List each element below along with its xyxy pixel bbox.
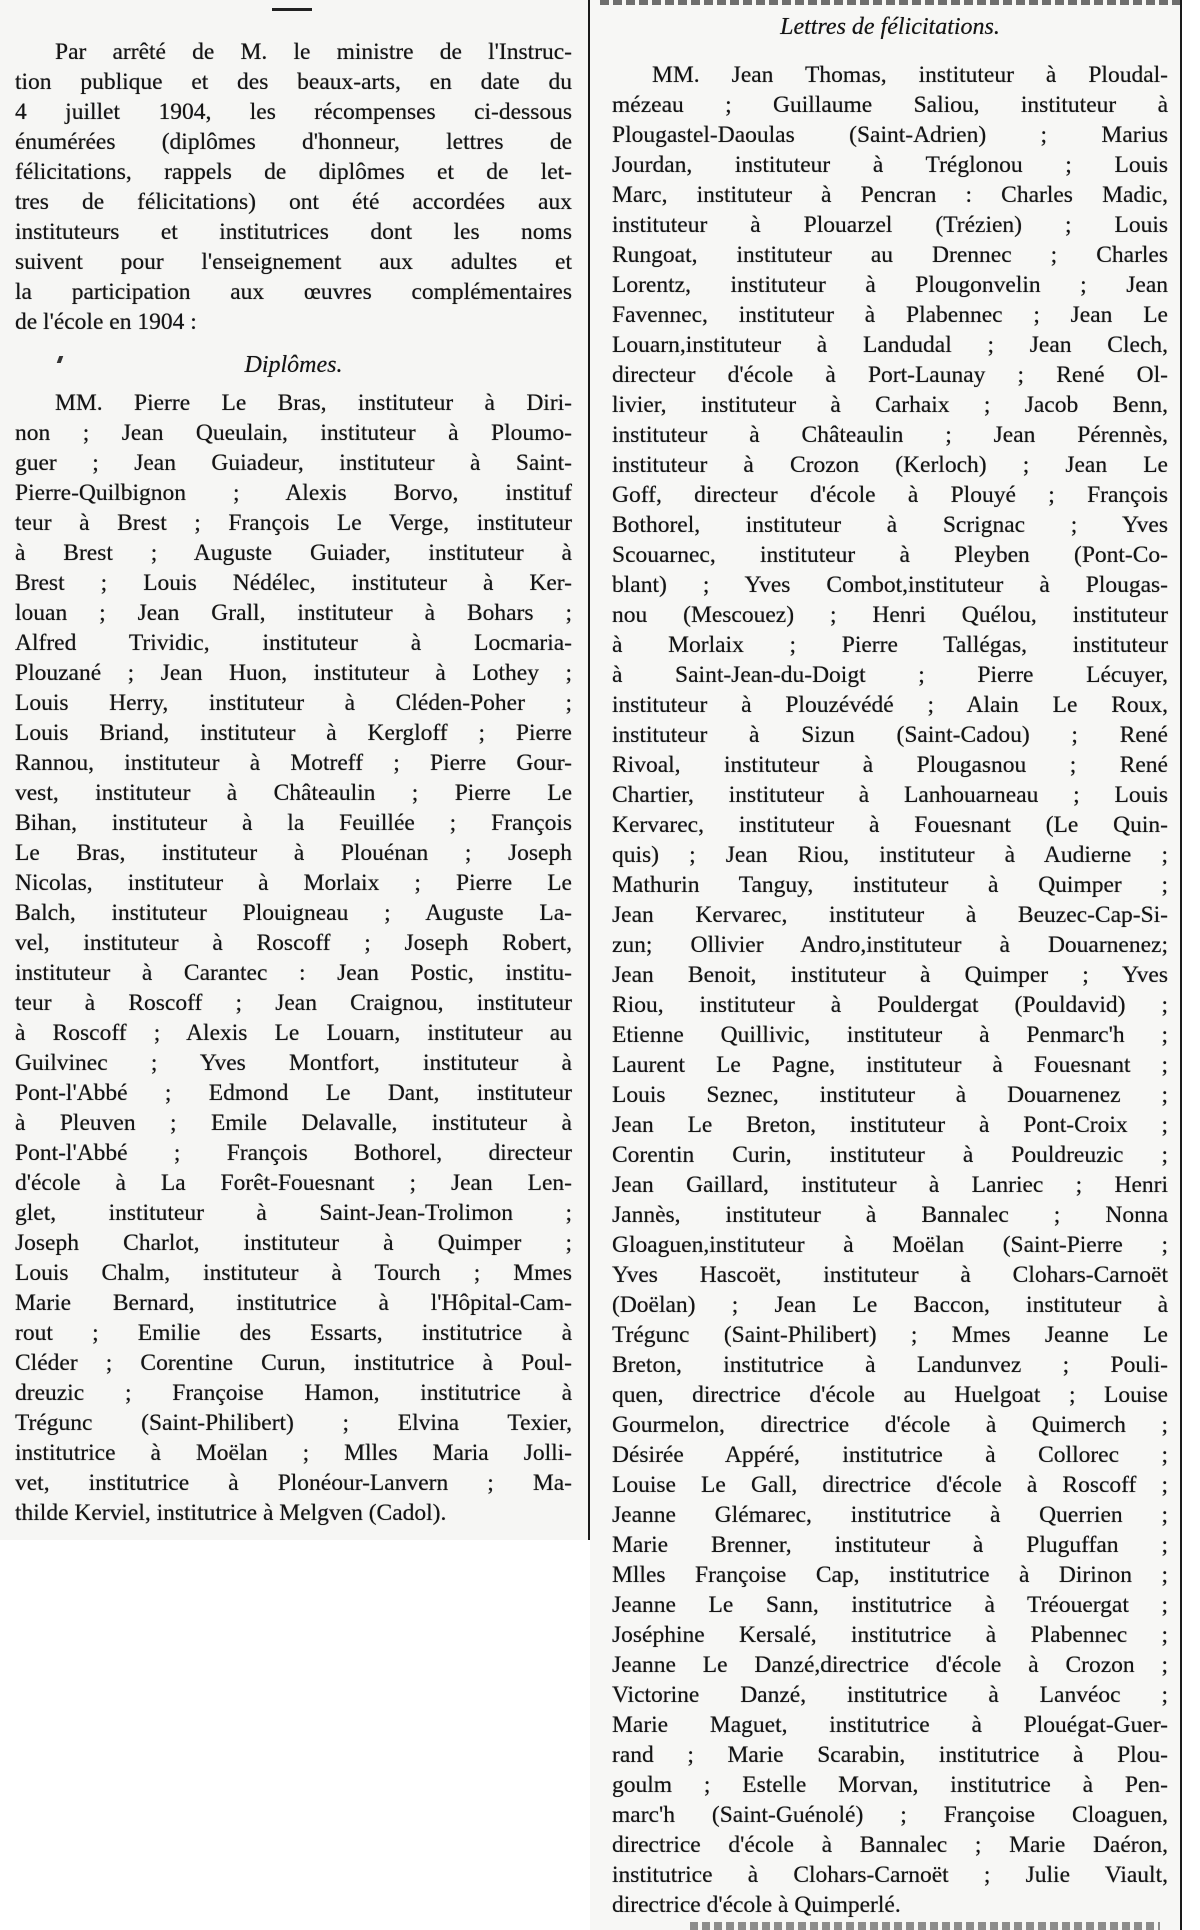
text-line: quis) ; Jean Riou, instituteur à Audierne ; (612, 842, 1168, 868)
text-line: Le Bras, instituteur à Plouénan ; Joseph (15, 840, 572, 866)
text-line: institutrice à Clohars-Carnoët ; Julie Viault, (612, 1862, 1168, 1888)
text-line: Lorentz, instituteur à Plougonvelin ; Jean (612, 272, 1168, 298)
text-line: Plouzané ; Jean Huon, instituteur à Lothey ; (15, 660, 572, 686)
text-line: la participation aux œuvres complémentaires (15, 279, 572, 305)
text-line: de l'école en 1904 : (15, 309, 197, 335)
text-line: louan ; Jean Grall, instituteur à Bohars ; (15, 600, 572, 626)
section-divider (272, 8, 312, 11)
text-line: félicitations, rappels de diplômes et de let- (15, 159, 572, 185)
text-line: Jean Gaillard, instituteur à Lanriec ; Henri (612, 1172, 1168, 1198)
text-line: à Roscoff ; Alexis Le Louarn, instituteur au (15, 1020, 572, 1046)
text-line: Jean Le Breton, instituteur à Pont-Croix ; (612, 1112, 1168, 1138)
text-line: Marie Brenner, instituteur à Pluguffan ; (612, 1532, 1168, 1558)
text-line: MM. Pierre Le Bras, instituteur à Diri- (55, 390, 572, 416)
text-line: directrice d'école à Bannalec ; Marie Daéron, (612, 1832, 1168, 1858)
text-line: Victorine Danzé, institutrice à Lanvéoc ; (612, 1682, 1168, 1708)
text-line: Plougastel-Daoulas (Saint-Adrien) ; Marius (612, 122, 1168, 148)
text-line: (Doëlan) ; Jean Le Baccon, instituteur à (612, 1292, 1168, 1318)
text-line: Balch, instituteur Plouigneau ; Auguste La- (15, 900, 572, 926)
text-line: Rivoal, instituteur à Plougasnou ; René (612, 752, 1168, 778)
text-line: Louis Chalm, instituteur à Tourch ; Mmes (15, 1260, 572, 1286)
text-line: zun; Ollivier Andro,instituteur à Douarnenez; (612, 932, 1168, 958)
text-line: Mathurin Tanguy, instituteur à Quimper ; (612, 872, 1168, 898)
text-line: tion publique et des beaux-arts, en date du (15, 69, 572, 95)
text-line: marc'h (Saint-Guénolé) ; Françoise Cloaguen, (612, 1802, 1168, 1828)
text-line: à Brest ; Auguste Guiader, instituteur à (15, 540, 572, 566)
lettres-heading: Lettres de félicitations. (780, 14, 1000, 40)
text-line: Bothorel, instituteur à Scrignac ; Yves (612, 512, 1168, 538)
text-line: Jannès, instituteur à Bannalec ; Nonna (612, 1202, 1168, 1228)
text-line: goulm ; Estelle Morvan, institutrice à Pen- (612, 1772, 1168, 1798)
text-line: Pont-l'Abbé ; François Bothorel, directeur (15, 1140, 572, 1166)
text-line: tres de félicitations) ont été accordées aux (15, 189, 572, 215)
text-line: Jourdan, instituteur à Tréglonou ; Louis (612, 152, 1168, 178)
text-line: Brest ; Louis Nédélec, instituteur à Ker- (15, 570, 572, 596)
text-line: Pierre-Quilbignon ; Alexis Borvo, instituf (15, 480, 572, 506)
text-line: Gloaguen,instituteur à Moëlan (Saint-Pierre ; (612, 1232, 1168, 1258)
text-line: Marie Maguet, institutrice à Plouégat-Guer- (612, 1712, 1168, 1738)
text-line: vest, instituteur à Châteaulin ; Pierre Le (15, 780, 572, 806)
text-line: quen, directrice d'école au Huelgoat ; Louise (612, 1382, 1168, 1408)
cropped-text-top (600, 0, 1180, 5)
diplomes-list (15, 388, 572, 1528)
text-line: instituteur à Châteaulin ; Jean Pérennès, (612, 422, 1168, 448)
text-line: MM. Jean Thomas, instituteur à Ploudal- (652, 62, 1168, 88)
text-line: rand ; Marie Scarabin, institutrice à Plou- (612, 1742, 1168, 1768)
text-line: Trégunc (Saint-Philibert) ; Mmes Jeanne Le (612, 1322, 1168, 1348)
lettres-list (612, 60, 1168, 1920)
text-line: thilde Kerviel, institutrice à Melgven (Cadol). (15, 1500, 447, 1526)
text-line: Louarn,instituteur à Landudal ; Jean Clech, (612, 332, 1168, 358)
text-line: Par arrêté de M. le ministre de l'Instruc- (55, 39, 572, 65)
text-line: livier, instituteur à Carhaix ; Jacob Benn, (612, 392, 1168, 418)
text-line: Pont-l'Abbé ; Edmond Le Dant, instituteur (15, 1080, 572, 1106)
text-line: Nicolas, instituteur à Morlaix ; Pierre Le (15, 870, 572, 896)
text-line: Louis Herry, instituteur à Cléden-Poher ; (15, 690, 572, 716)
text-line: rout ; Emilie des Essarts, institutrice à (15, 1320, 572, 1346)
text-line: Jeanne Le Danzé,directrice d'école à Crozon ; (612, 1652, 1168, 1678)
text-line: Louis Seznec, instituteur à Douarnenez ; (612, 1082, 1168, 1108)
text-line: 4 juillet 1904, les récompenses ci-dessous (15, 99, 572, 125)
text-line: Chartier, instituteur à Lanhouarneau ; Louis (612, 782, 1168, 808)
text-line: guer ; Jean Guiadeur, instituteur à Saint- (15, 450, 572, 476)
text-line: institutrice à Moëlan ; Mlles Maria Jolli- (15, 1440, 572, 1466)
text-line: Gourmelon, directrice d'école à Quimerch ; (612, 1412, 1168, 1438)
text-line: Cléder ; Corentine Curun, institutrice à Poul- (15, 1350, 572, 1376)
text-line: mézeau ; Guillaume Saliou, instituteur à (612, 92, 1168, 118)
text-line: Laurent Le Pagne, instituteur à Fouesnant ; (612, 1052, 1168, 1078)
text-line: Bihan, instituteur à la Feuillée ; François (15, 810, 572, 836)
text-line: directeur d'école à Port-Launay ; René Ol- (612, 362, 1168, 388)
cropped-text-bottom (690, 1922, 1160, 1930)
text-line: suivent pour l'enseignement aux adultes et (15, 249, 572, 275)
text-line: Marie Bernard, institutrice à l'Hôpital-Cam- (15, 1290, 572, 1316)
text-line: Rannou, instituteur à Motreff ; Pierre Gour- (15, 750, 572, 776)
text-line: Jean Kervarec, instituteur à Beuzec-Cap-Si- (612, 902, 1168, 928)
text-line: Scouarnec, instituteur à Pleyben (Pont-Co- (612, 542, 1168, 568)
text-line: instituteur à Crozon (Kerloch) ; Jean Le (612, 452, 1168, 478)
text-line: instituteur à Plouarzel (Trézien) ; Louis (612, 212, 1168, 238)
text-line: blant) ; Yves Combot,instituteur à Plougas- (612, 572, 1168, 598)
text-line: d'école à La Forêt-Fouesnant ; Jean Len- (15, 1170, 572, 1196)
text-line: Joséphine Kersalé, institutrice à Plabennec ; (612, 1622, 1168, 1648)
text-line: Favennec, instituteur à Plabennec ; Jean Le (612, 302, 1168, 328)
text-line: Désirée Appéré, institutrice à Collorec ; (612, 1442, 1168, 1468)
text-line: énumérées (diplômes d'honneur, lettres de (15, 129, 572, 155)
text-line: Mlles Françoise Cap, institutrice à Dirinon ; (612, 1562, 1168, 1588)
text-line: Jeanne Le Sann, institutrice à Tréouergat ; (612, 1592, 1168, 1618)
text-line: instituteurs et institutrices dont les noms (15, 219, 572, 245)
text-line: vet, institutrice à Plonéour-Lanvern ; Ma- (15, 1470, 572, 1496)
text-line: à Pleuven ; Emile Delavalle, instituteur à (15, 1110, 572, 1136)
text-line: nou (Mescouez) ; Henri Quélou, instituteur (612, 602, 1168, 628)
text-line: à Saint-Jean-du-Doigt ; Pierre Lécuyer, (612, 662, 1168, 688)
text-line: instituteur à Sizun (Saint-Cadou) ; René (612, 722, 1168, 748)
text-line: dreuzic ; Françoise Hamon, institutrice à (15, 1380, 572, 1406)
text-line: Kervarec, instituteur à Fouesnant (Le Quin- (612, 812, 1168, 838)
text-line: Goff, directeur d'école à Plouyé ; François (612, 482, 1168, 508)
text-line: à Morlaix ; Pierre Tallégas, instituteur (612, 632, 1168, 658)
text-line: teur à Roscoff ; Jean Craignou, instituteur (15, 990, 572, 1016)
text-line: Louise Le Gall, directrice d'école à Roscoff ; (612, 1472, 1168, 1498)
text-line: instituteur à Plouzévédé ; Alain Le Roux, (612, 692, 1168, 718)
text-line: Guilvinec ; Yves Montfort, instituteur à (15, 1050, 572, 1076)
text-line: Jean Benoit, instituteur à Quimper ; Yves (612, 962, 1168, 988)
text-line: Riou, instituteur à Pouldergat (Pouldavid) ; (612, 992, 1168, 1018)
text-line: Breton, institutrice à Landunvez ; Pouli- (612, 1352, 1168, 1378)
intro-paragraph (15, 37, 572, 337)
text-line: glet, instituteur à Saint-Jean-Trolimon ; (15, 1200, 572, 1226)
text-line: Jeanne Glémarec, institutrice à Querrien ; (612, 1502, 1168, 1528)
text-line: Etienne Quillivic, instituteur à Penmarc'h ; (612, 1022, 1168, 1048)
text-line: Yves Hascoët, instituteur à Clohars-Carnoët (612, 1262, 1168, 1288)
text-line: Corentin Curin, instituteur à Pouldreuzic ; (612, 1142, 1168, 1168)
text-line: Marc, instituteur à Pencran : Charles Madic, (612, 182, 1168, 208)
text-line: non ; Jean Queulain, instituteur à Ploumo- (15, 420, 572, 446)
text-line: directrice d'école à Quimperlé. (612, 1892, 901, 1918)
text-line: instituteur à Carantec : Jean Postic, institu- (15, 960, 572, 986)
text-line: Louis Briand, instituteur à Kergloff ; Pierre (15, 720, 572, 746)
text-line: Alfred Trividic, instituteur à Locmaria- (15, 630, 572, 656)
text-line: Joseph Charlot, instituteur à Quimper ; (15, 1230, 572, 1256)
text-line: teur à Brest ; François Le Verge, instituteur (15, 510, 572, 536)
text-line: Rungoat, instituteur au Drennec ; Charles (612, 242, 1168, 268)
text-line: Trégunc (Saint-Philibert) ; Elvina Texier, (15, 1410, 572, 1436)
diplomes-heading: Diplômes. (244, 352, 343, 378)
text-line: vel, instituteur à Roscoff ; Joseph Robert, (15, 930, 572, 956)
